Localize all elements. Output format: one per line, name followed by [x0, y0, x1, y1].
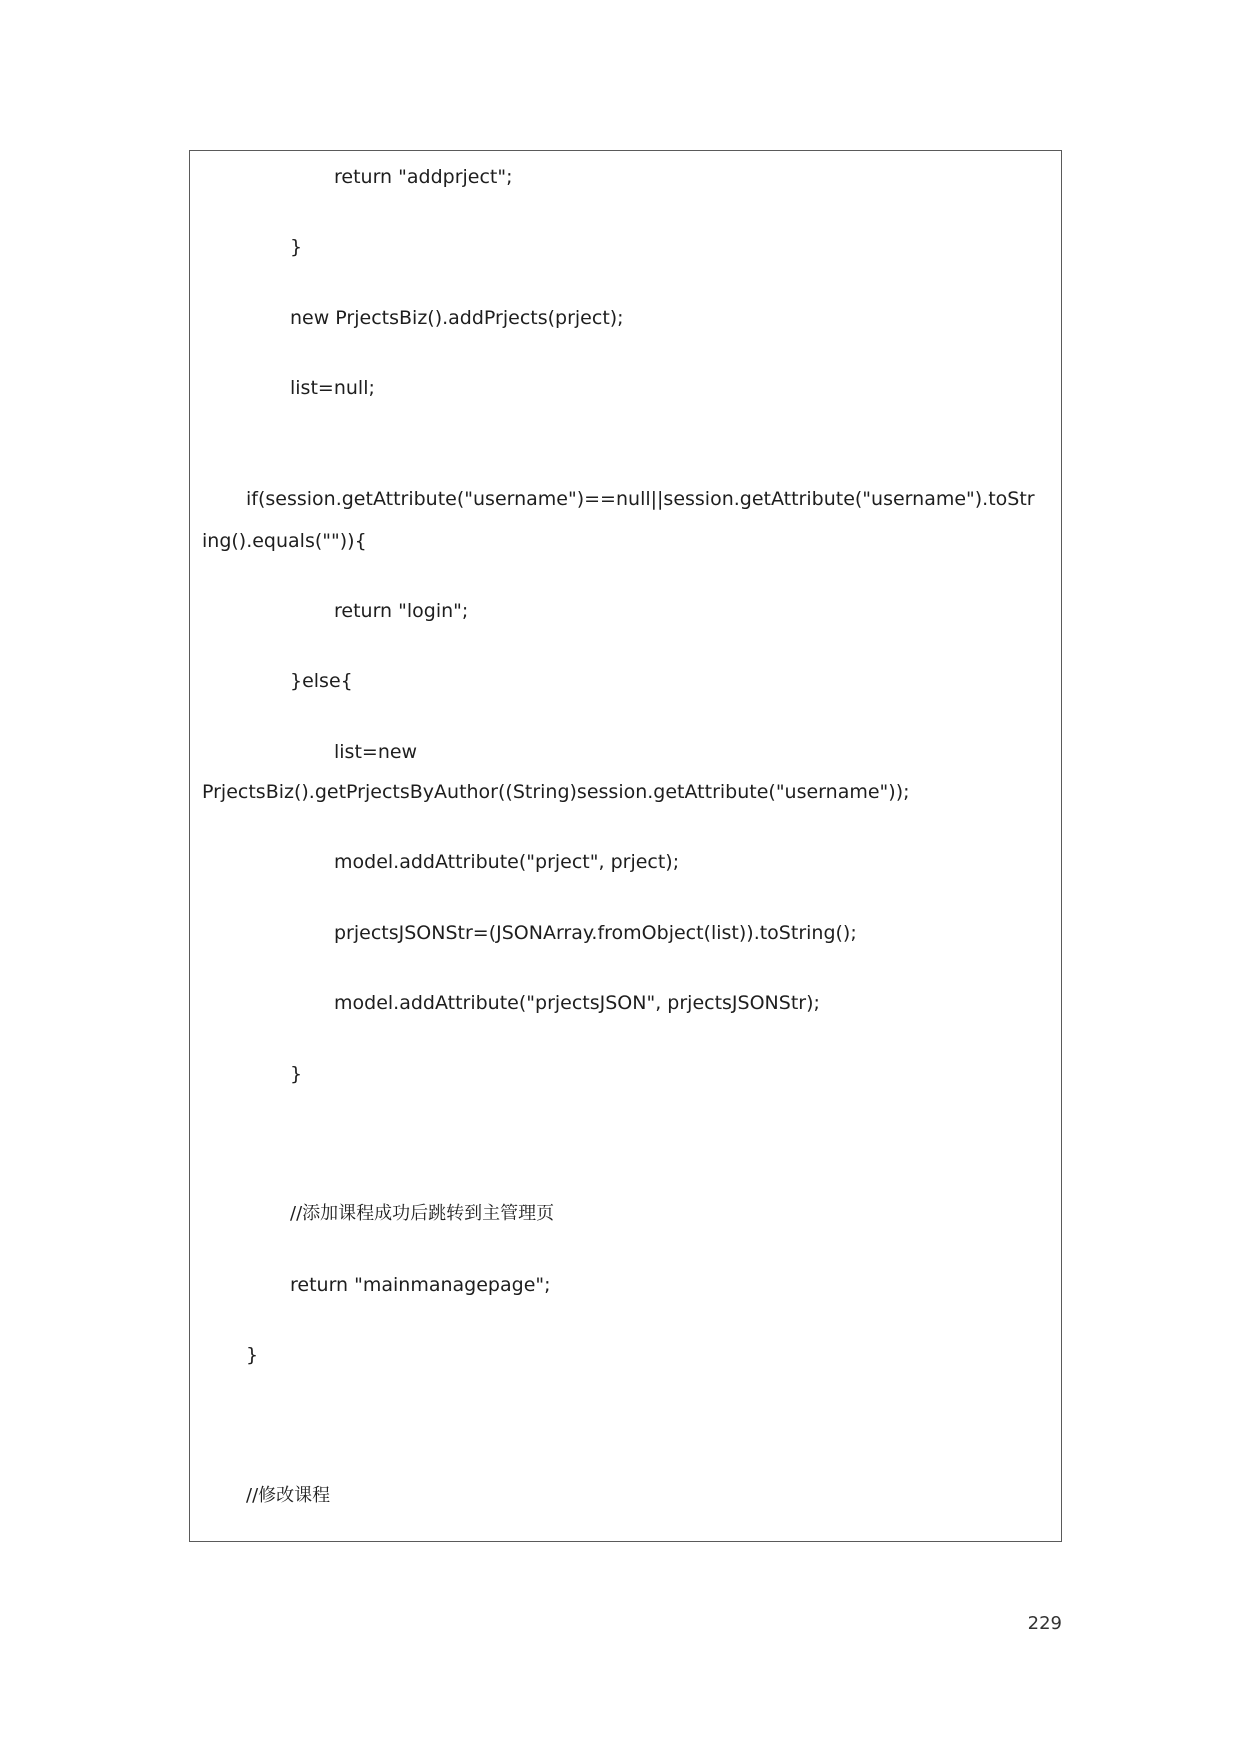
code-box: [189, 150, 1062, 1542]
code-line: list=new: [334, 741, 418, 763]
code-line: new PrjectsBiz().addPrjects(prject);: [290, 307, 624, 329]
code-line: if(session.getAttribute("username")==null||session.getAttribute("username").toStr: [246, 488, 1035, 510]
code-line: return "login";: [334, 600, 469, 622]
code-line-continuation: PrjectsBiz().getPrjectsByAuthor((String)session.getAttribute("username"));: [202, 781, 910, 803]
code-line: model.addAttribute("prjectsJSON", prjectsJSONStr);: [334, 992, 820, 1014]
code-line: }: [290, 1063, 303, 1085]
code-line: }: [246, 1344, 259, 1366]
code-line: }: [290, 236, 303, 258]
code-line: model.addAttribute("prject", prject);: [334, 851, 680, 873]
code-line: }else{: [290, 670, 353, 692]
code-comment: //修改课程: [246, 1485, 331, 1506]
page-number: 229: [1027, 1613, 1062, 1634]
code-line: prjectsJSONStr=(JSONArray.fromObject(list)).toString();: [334, 922, 857, 944]
code-line: list=null;: [290, 377, 375, 399]
code-comment: //添加课程成功后跳转到主管理页: [290, 1203, 555, 1224]
code-line-continuation: ing().equals("")){: [202, 530, 367, 552]
code-line: return "addprject";: [334, 166, 513, 188]
code-line: return "mainmanagepage";: [290, 1274, 551, 1296]
